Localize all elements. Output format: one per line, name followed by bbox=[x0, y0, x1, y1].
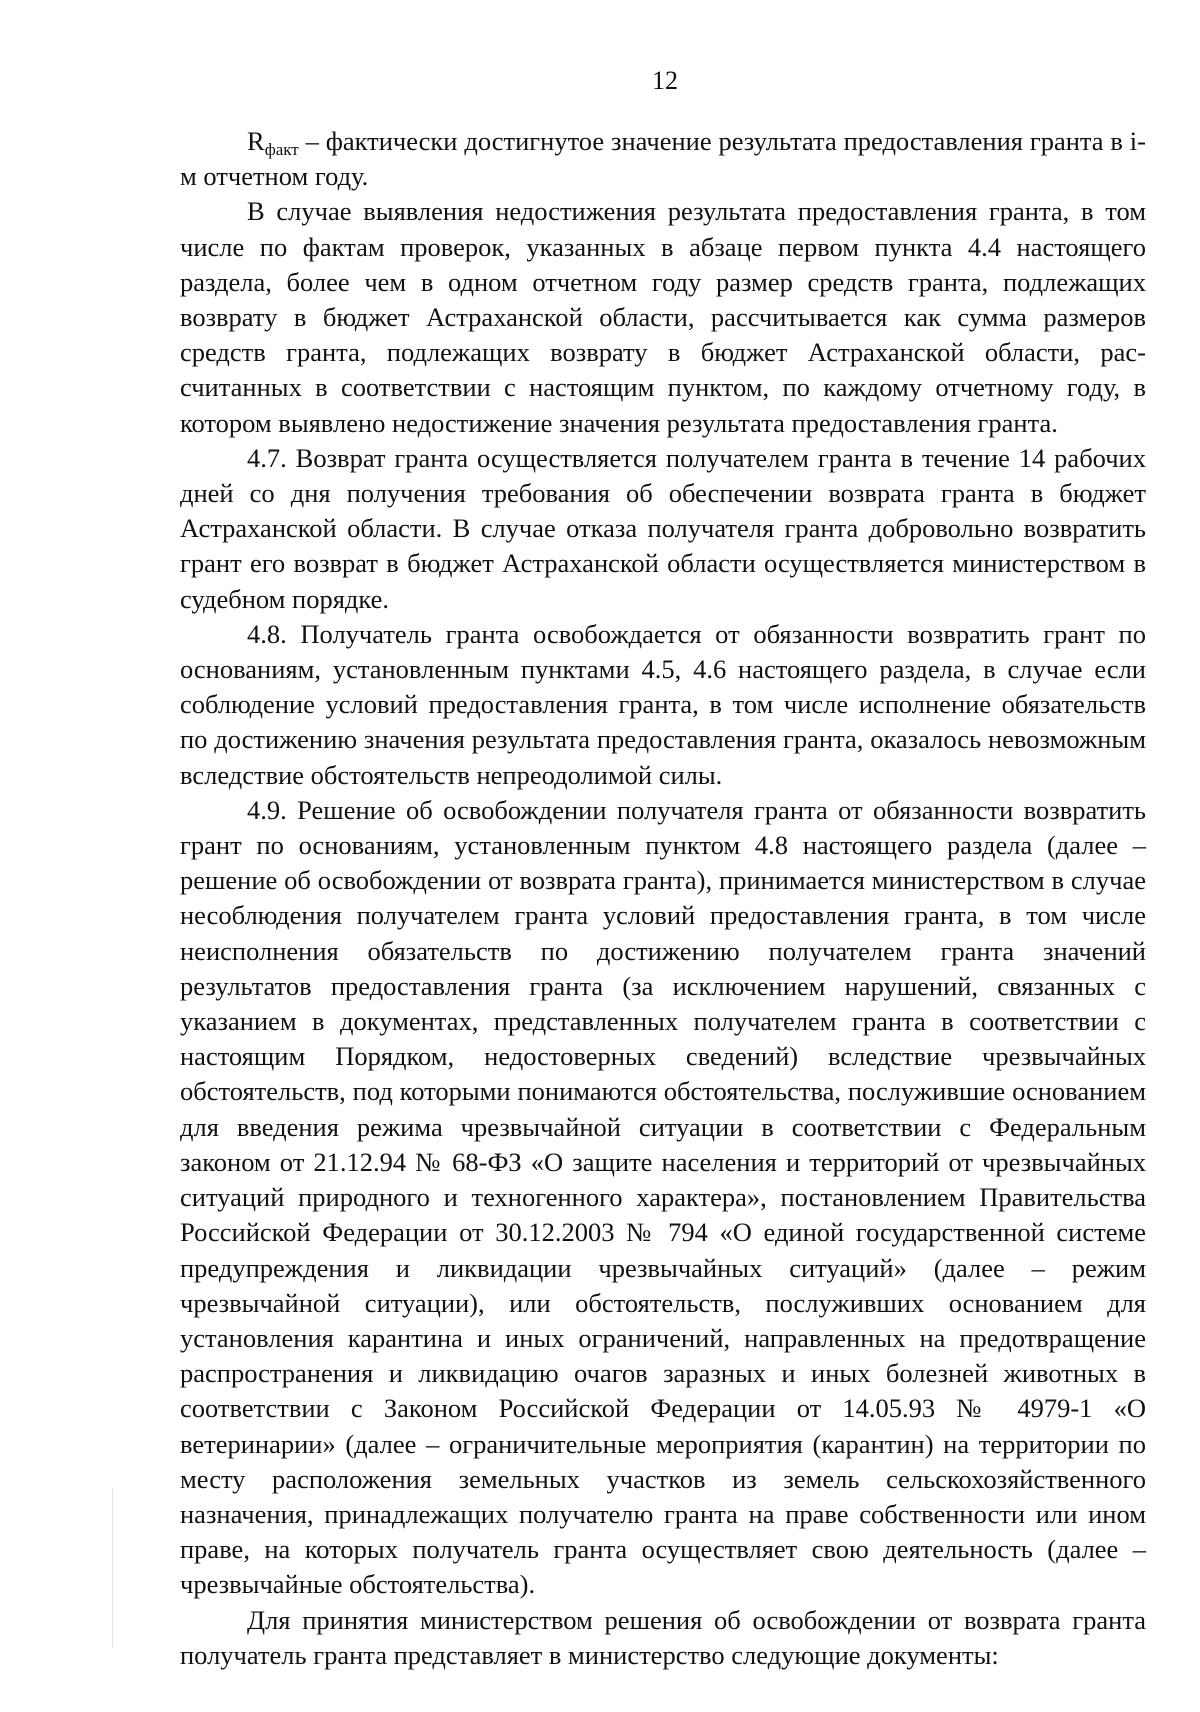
paragraph-4-8: 4.8. Получатель гранта освобождается от обязанности возвратить грант по основаниям, установленным пунктами 4.5, 4.6 настоящего раздела, в случае если соблюдение условий предоставления гранта, в том числе исполнение обязательств по достижению значения результата предоставления гранта, оказалось невозможным вследствие обстоятельств непреодолимой силы. bbox=[180, 618, 1146, 790]
scan-margin-line bbox=[112, 1488, 113, 1648]
paragraph-documents-intro: Для принятия министерством решения об освобождении от возврата гранта получатель гранта представляет в министерство следующие документы: bbox=[180, 1604, 1146, 1670]
r-subscript: факт bbox=[264, 140, 299, 159]
paragraph-r-fact-definition bbox=[180, 124, 1146, 194]
r-symbol: R bbox=[247, 126, 265, 156]
r-definition-text: – фактически достигнутое значение результата предоставления гранта в i-м отчетном году. bbox=[180, 126, 1146, 192]
paragraph-4-9: 4.9. Решение об освобождении получателя гранта от обязанности возвратить грант по основаниям, установленным пунктом 4.8 настоящего раздела (далее – решение об освобождении от возврата гранта), принимается министерством в случае несоблюдения получателем гранта условий предоставления гранта, в том числе неисполнения обязательств по достижению получателем гранта значений результатов предоставления гранта (за исключением нарушений, связанных с указанием в документах, представленных получателем гранта в соответствии с настоящим Порядком, недостоверных сведений) вследствие чрезвычайных обстоятельств, под которыми понимаются обстоятельства, послужившие основанием для введения режима чрезвычайной ситуации в соответствии с Федеральным законом от 21.12.94 № 68-ФЗ «О защите населения и территорий от чрезвычайных ситуаций природного и техногенного характера», постановлением Правительства Российской Федерации от 30.12.2003 № 794 «О единой государственной системе предупреждения и ликвидации чрезвычайных ситуаций» (далее – режим чрезвычайной ситуации), или обстоятельств, послуживших основанием для установления карантина и иных ограничений, направленных на предотвращение распространения и ликвидацию очагов заразных и иных болезней животных в соответствии с Законом Российской Федерации от 14.05.93 № 4979-1 «О ветеринарии» (далее – ограничительные мероприятия (карантин) на территории по месту расположения земельных участков из земель сельскохозяйственного назначения, принадлежащих получателю гранта на праве собственности или ином праве, на которых получатель гранта осуществляет свою деятельность (далее – чрезвычайные обстоятельства). bbox=[180, 794, 1146, 1600]
paragraph-non-achievement: В случае выявления недостижения результата предоставления гранта, в том числе по фактам проверок, указанных в абзаце первом пункта 4.4 настоящего раздела, более чем в одном отчетном году размер средств гранта, подлежащих возврату в бюджет Астраханской области, рассчитывается как сумма размеров средств гранта, подлежащих возврату в бюджет Астраханской области, рассчитанных в соответствии с настоящим пунктом, по каждому отчетному году, в котором выявлено недостижение значения результата предоставления гранта. bbox=[180, 196, 1146, 438]
paragraph-4-7: 4.7. Возврат гранта осуществляется получателем гранта в течение 14 рабочих дней со дня получения требования об обеспечении возврата гранта в бюджет Астраханской области. В случае отказа получателя гранта добровольно возвратить грант его возврат в бюджет Астраханской области осуществляется министерством в судебном порядке. bbox=[180, 442, 1146, 614]
page-number: 12 bbox=[652, 66, 678, 95]
document-body bbox=[180, 124, 1146, 1673]
